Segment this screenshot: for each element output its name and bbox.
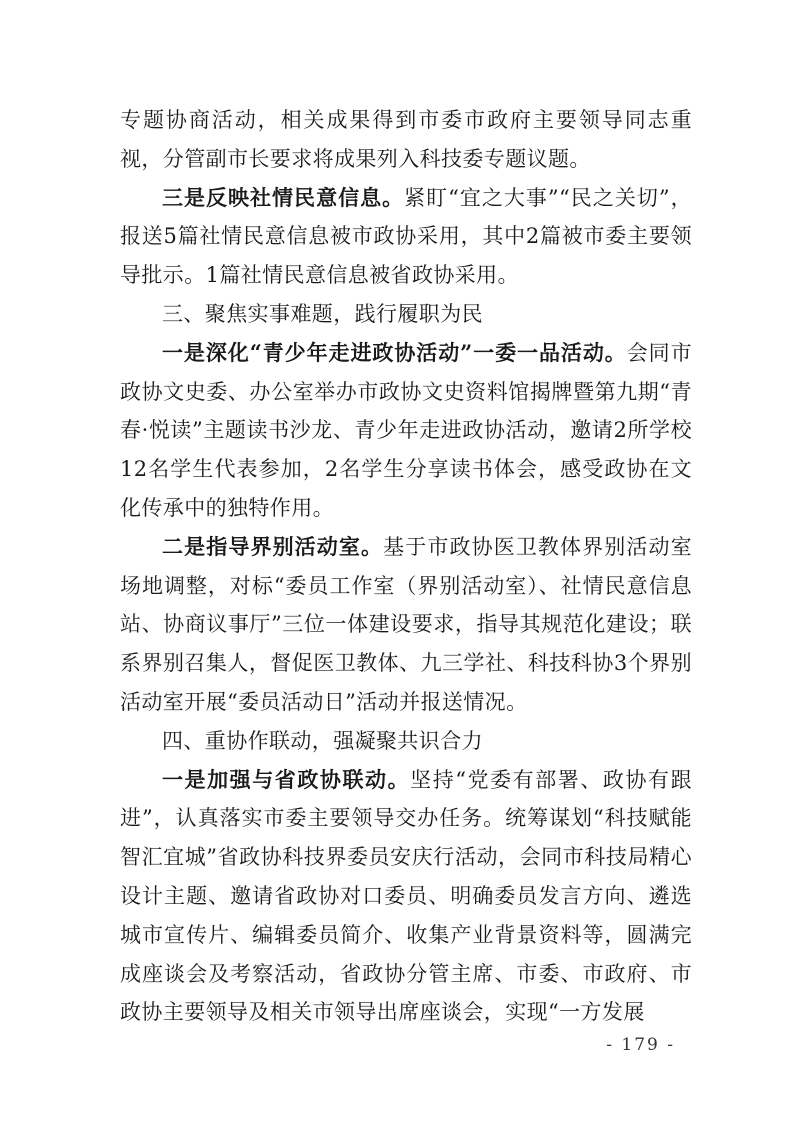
paragraph-continuation (120, 101, 692, 179)
paragraph-text: 坚持“党委有部署、政协有跟进”，认真落实市委主要领导交办任务。统筹谋划“科技赋能 智汇宜城”省政协科技界委员安庆行活动，会同市科技局精心设计主题、邀请省政协对口委员、明确委员发言方向、遴选城市宣传片、编辑委员简介、收集产业背景资料等，圆满完成座谈会及考察活动，省政协分管主席、市委、市政府、市政协主要领导及相关市领导出席座谈会，实现“一方发展 (120, 767, 692, 1025)
section-heading-3: 三、聚焦实事难题，践行履职为民 (162, 301, 483, 326)
paragraph-youth-activity (120, 334, 692, 528)
section-heading-4: 四、重协作联动，强凝聚共识合力 (162, 728, 483, 753)
paragraph-text: 专题协商活动，相关成果得到市委市政府主要领导同志重视，分管副市长要求将成果列入科技委专题议题。 (120, 108, 692, 171)
paragraph-provincial-linkage (120, 761, 692, 1033)
paragraph-lead: 一是深化“青少年走进政协活动”一委一品活动。 (162, 339, 627, 365)
paragraph-lead: 二是指导界别活动室。 (162, 533, 384, 559)
paragraph-social-opinion (120, 179, 692, 295)
paragraph-activity-room (120, 528, 692, 722)
paragraph-lead: 一是加强与省政协联动。 (162, 766, 411, 792)
paragraph-text: 基于市政协医卫教体界别活动室场地调整，对标“委员工作室（界别活动室）、社情民意信息站、协商议事厅”三位一体建设要求，指导其规范化建设；联系界别召集人，督促医卫教体、九三学社、科技科协3个界别活动室开展“委员活动日”活动并报送情况。 (120, 534, 693, 714)
paragraph-text: 紧盯“宜之大事”“民之关切”，报送5篇社情民意信息被市政协采用，其中2篇被市委主要领导批示。1篇社情民意信息被省政协采用。 (120, 185, 692, 288)
body-text (120, 101, 692, 1032)
paragraph-text: 会同市政协文史委、办公室举办市政协文史资料馆揭牌暨第九期“青春·悦读”主题读书沙龙、青少年走进政协活动，邀请2所学校12名学生代表参加，2名学生分享读书体会，感受政协在文化传承中的独特作用。 (120, 340, 692, 520)
page-number: - 179 - (606, 1035, 675, 1055)
paragraph-lead: 三是反映社情民意信息。 (162, 184, 405, 210)
